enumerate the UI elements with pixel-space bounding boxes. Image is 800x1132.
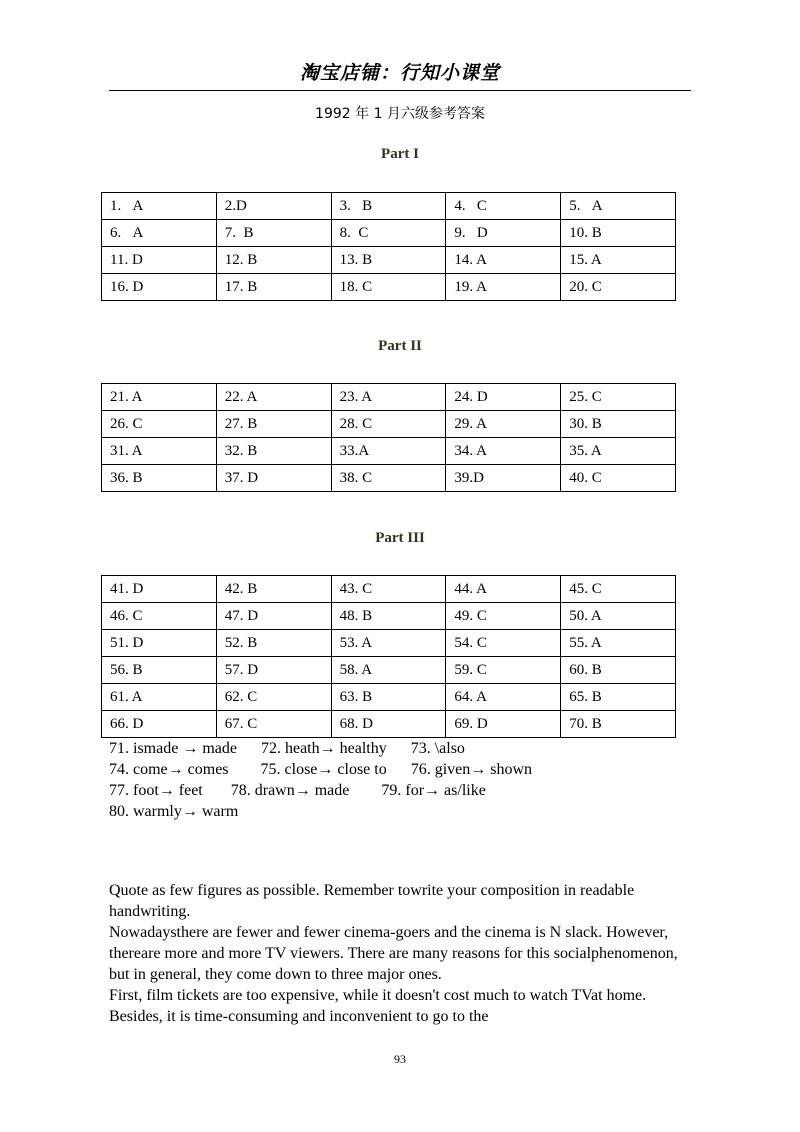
- answer-cell: 69. D: [446, 711, 561, 738]
- table-row: [102, 603, 676, 630]
- correction-line: 77. foot→ feet 78. drawn→ made 79. for→ as/like: [109, 782, 486, 799]
- answer-cell: 58. A: [331, 657, 446, 684]
- table-row: [102, 711, 676, 738]
- page-number: 93: [394, 1052, 406, 1066]
- answer-cell: 51. D: [102, 630, 217, 657]
- answer-cell: 47. D: [216, 603, 331, 630]
- answer-cell: 57. D: [216, 657, 331, 684]
- answer-cell: 60. B: [561, 657, 676, 684]
- answer-cell: 44. A: [446, 576, 561, 603]
- part-3-answer-table: [101, 575, 676, 738]
- table-row: [102, 438, 676, 465]
- answer-cell: 23. A: [331, 384, 446, 411]
- answer-cell: 3. B: [331, 193, 446, 220]
- answer-cell: 53. A: [331, 630, 446, 657]
- part-3-heading: Part III: [375, 530, 425, 546]
- answer-cell: 6. A: [102, 220, 217, 247]
- answer-cell: 66. D: [102, 711, 217, 738]
- answer-cell: 20. C: [561, 274, 676, 301]
- part-2-heading: Part II: [378, 338, 422, 354]
- answer-cell: 19. A: [446, 274, 561, 301]
- answer-cell: 61. A: [102, 684, 217, 711]
- answer-cell: 24. D: [446, 384, 561, 411]
- correction-line: 71. ismade → made 72. heath→ healthy 73. \also: [109, 740, 465, 757]
- table-row: [102, 411, 676, 438]
- answer-cell: 49. C: [446, 603, 561, 630]
- answer-cell: 32. B: [216, 438, 331, 465]
- answer-cell: 40. C: [561, 465, 676, 492]
- answer-cell: 65. B: [561, 684, 676, 711]
- essay-paragraph: Nowadaysthere are fewer and fewer cinema-goers and the cinema is N slack. However, thereare more and more TV viewers. There are many reasons for this socialphenomenon, but in general, they come down to three major ones.: [109, 924, 678, 983]
- answer-cell: 35. A: [561, 438, 676, 465]
- answer-cell: 17. B: [216, 274, 331, 301]
- answer-cell: 5. A: [561, 193, 676, 220]
- answer-cell: 45. C: [561, 576, 676, 603]
- answer-cell: 31. A: [102, 438, 217, 465]
- answer-cell: 14. A: [446, 247, 561, 274]
- answer-cell: 34. A: [446, 438, 561, 465]
- answer-cell: 37. D: [216, 465, 331, 492]
- answer-cell: 50. A: [561, 603, 676, 630]
- answer-cell: 63. B: [331, 684, 446, 711]
- answer-cell: 70. B: [561, 711, 676, 738]
- answer-cell: 4. C: [446, 193, 561, 220]
- answer-cell: 33.A: [331, 438, 446, 465]
- answer-cell: 55. A: [561, 630, 676, 657]
- table-row: [102, 657, 676, 684]
- table-row: [102, 384, 676, 411]
- answer-cell: 16. D: [102, 274, 217, 301]
- answer-cell: 43. C: [331, 576, 446, 603]
- table-row: [102, 576, 676, 603]
- part-2-answer-table: [101, 383, 676, 492]
- answer-cell: 13. B: [331, 247, 446, 274]
- answer-cell: 29. A: [446, 411, 561, 438]
- answer-cell: 67. C: [216, 711, 331, 738]
- shop-name-header: 淘宝店铺：行知小课堂: [299, 62, 500, 84]
- answer-cell: 10. B: [561, 220, 676, 247]
- answer-cell: 62. C: [216, 684, 331, 711]
- answer-cell: 28. C: [331, 411, 446, 438]
- correction-answers: [109, 738, 689, 822]
- table-row: [102, 465, 676, 492]
- part-1-answer-table: [101, 192, 676, 301]
- answer-cell: 54. C: [446, 630, 561, 657]
- correction-line: 74. come→ comes 75. close→ close to 76. given→ shown: [109, 761, 533, 778]
- table-row: [102, 630, 676, 657]
- answer-cell: 46. C: [102, 603, 217, 630]
- answer-cell: 56. B: [102, 657, 217, 684]
- correction-line: 80. warmly→ warm: [109, 803, 239, 820]
- answer-cell: 42. B: [216, 576, 331, 603]
- answer-cell: 21. A: [102, 384, 217, 411]
- answer-cell: 59. C: [446, 657, 561, 684]
- answer-cell: 26. C: [102, 411, 217, 438]
- answer-cell: 38. C: [331, 465, 446, 492]
- answer-cell: 64. A: [446, 684, 561, 711]
- sample-essay: [109, 880, 699, 1027]
- answer-cell: 27. B: [216, 411, 331, 438]
- header-divider: [109, 90, 691, 91]
- answer-cell: 48. B: [331, 603, 446, 630]
- answer-cell: 22. A: [216, 384, 331, 411]
- table-row: [102, 247, 676, 274]
- answer-cell: 7. B: [216, 220, 331, 247]
- answer-cell: 18. C: [331, 274, 446, 301]
- table-row: [102, 274, 676, 301]
- answer-cell: 12. B: [216, 247, 331, 274]
- answer-cell: 39.D: [446, 465, 561, 492]
- essay-paragraph: First, film tickets are too expensive, while it doesn't cost much to watch TVat home. Besides, it is time-consuming and inconvenient to go to the: [109, 987, 647, 1025]
- essay-paragraph: Quote as few figures as possible. Remember towrite your composition in readable handwriting.: [109, 882, 635, 920]
- table-row: [102, 684, 676, 711]
- table-row: [102, 220, 676, 247]
- answer-cell: 1. A: [102, 193, 217, 220]
- answer-cell: 36. B: [102, 465, 217, 492]
- answer-cell: 2.D: [216, 193, 331, 220]
- answer-cell: 8. C: [331, 220, 446, 247]
- answer-cell: 68. D: [331, 711, 446, 738]
- part-1-heading: Part I: [381, 146, 419, 162]
- answer-cell: 52. B: [216, 630, 331, 657]
- answer-cell: 41. D: [102, 576, 217, 603]
- document-title: 1992 年 1 月六级参考答案: [315, 106, 485, 122]
- table-row: [102, 193, 676, 220]
- answer-cell: 9. D: [446, 220, 561, 247]
- answer-cell: 11. D: [102, 247, 217, 274]
- answer-cell: 25. C: [561, 384, 676, 411]
- answer-cell: 15. A: [561, 247, 676, 274]
- answer-cell: 30. B: [561, 411, 676, 438]
